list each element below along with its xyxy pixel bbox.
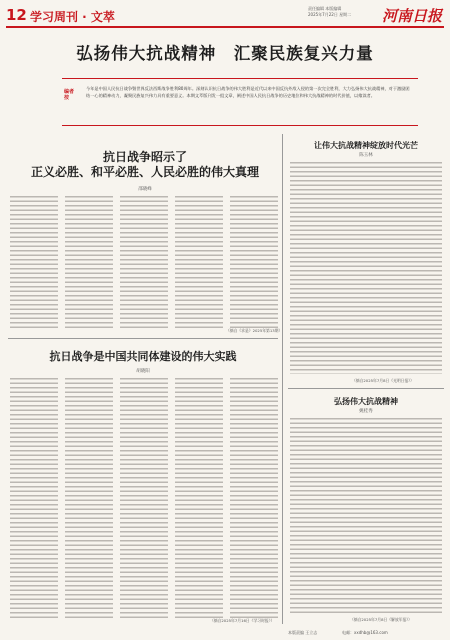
footer-editor: 本版责编 王立志 <box>288 630 318 635</box>
article-2-source: （摘自2025年7月8日《光明日报》） <box>352 378 414 383</box>
article-4-column <box>290 418 442 614</box>
editor-note-text: 今年是中国人民抗日战争暨世界反法西斯战争胜利80周年。深刻认识抗日战争的伟大胜利是近代以来中国反抗外敌入侵的第一次完全胜利，大力弘扬伟大抗战精神，对于激励团结一心的精神动力，凝聚民族复兴伟力具有重要意义。本期文萃版刊发一组文章，阐述中国人民抗日战争的历史地位和伟大抗战精神的时代价值，以飨读者。 <box>86 86 410 98</box>
section-title: 学习周刊 · 文萃 <box>30 10 115 24</box>
article-1-byline: 邵晓峰 <box>138 187 152 192</box>
article-1-source: （摘自《求是》2025年第13期） <box>226 328 283 333</box>
article-1-title-line2: 正义必胜、和平必胜、人民必胜的伟大真理 <box>30 165 259 179</box>
article-1-title-line1: 抗日战争昭示了 <box>102 150 187 164</box>
column-divider <box>282 134 283 624</box>
editor-note-box <box>62 78 418 126</box>
article-1-column <box>120 196 168 328</box>
article-4-byline: 姚桂秀 <box>359 409 373 414</box>
section-divider <box>288 388 444 389</box>
article-2-title: 让伟大抗战精神绽放时代光芒 <box>314 140 418 150</box>
masthead-meta-editors: 责任编辑 本版编辑 <box>308 6 342 11</box>
article-1-title <box>20 150 270 180</box>
article-3-body <box>10 378 278 618</box>
article-1-body <box>10 196 278 328</box>
article-1-column <box>65 196 113 328</box>
page-number: 12 <box>6 6 27 24</box>
masthead-meta-date: 2025年7月22日 星期二 <box>308 12 352 17</box>
article-3-column <box>230 378 278 618</box>
masthead-meta <box>308 6 351 18</box>
newspaper-logo: 河南日报 <box>381 7 442 25</box>
article-4-source: （摘自2025年7月8日《解放军报》） <box>350 617 412 622</box>
article-3-source: （摘自2025年7月16日《学习时报》） <box>210 618 275 623</box>
footer-email: 电邮：xxdhb@163.com <box>342 630 388 635</box>
article-1-column <box>10 196 58 328</box>
article-1-column <box>175 196 223 328</box>
masthead <box>6 4 444 28</box>
article-2-column <box>290 162 442 374</box>
article-4-title: 弘扬伟大抗战精神 <box>334 396 398 406</box>
article-3-column <box>10 378 58 618</box>
article-3-column <box>65 378 113 618</box>
article-3-column <box>175 378 223 618</box>
editor-note-tag: 编者按 <box>64 89 75 101</box>
article-3-byline: 胡晓阳 <box>136 369 150 374</box>
article-1-column <box>230 196 278 328</box>
section-divider <box>8 338 278 339</box>
article-4-body <box>290 418 442 614</box>
article-3-column <box>120 378 168 618</box>
article-3-title: 抗日战争是中国共同体建设的伟大实践 <box>49 350 237 363</box>
article-2-body <box>290 162 442 374</box>
article-2-byline: 陈玉林 <box>359 153 373 158</box>
page-main-title: 弘扬伟大抗战精神 汇聚民族复兴力量 <box>76 44 374 63</box>
